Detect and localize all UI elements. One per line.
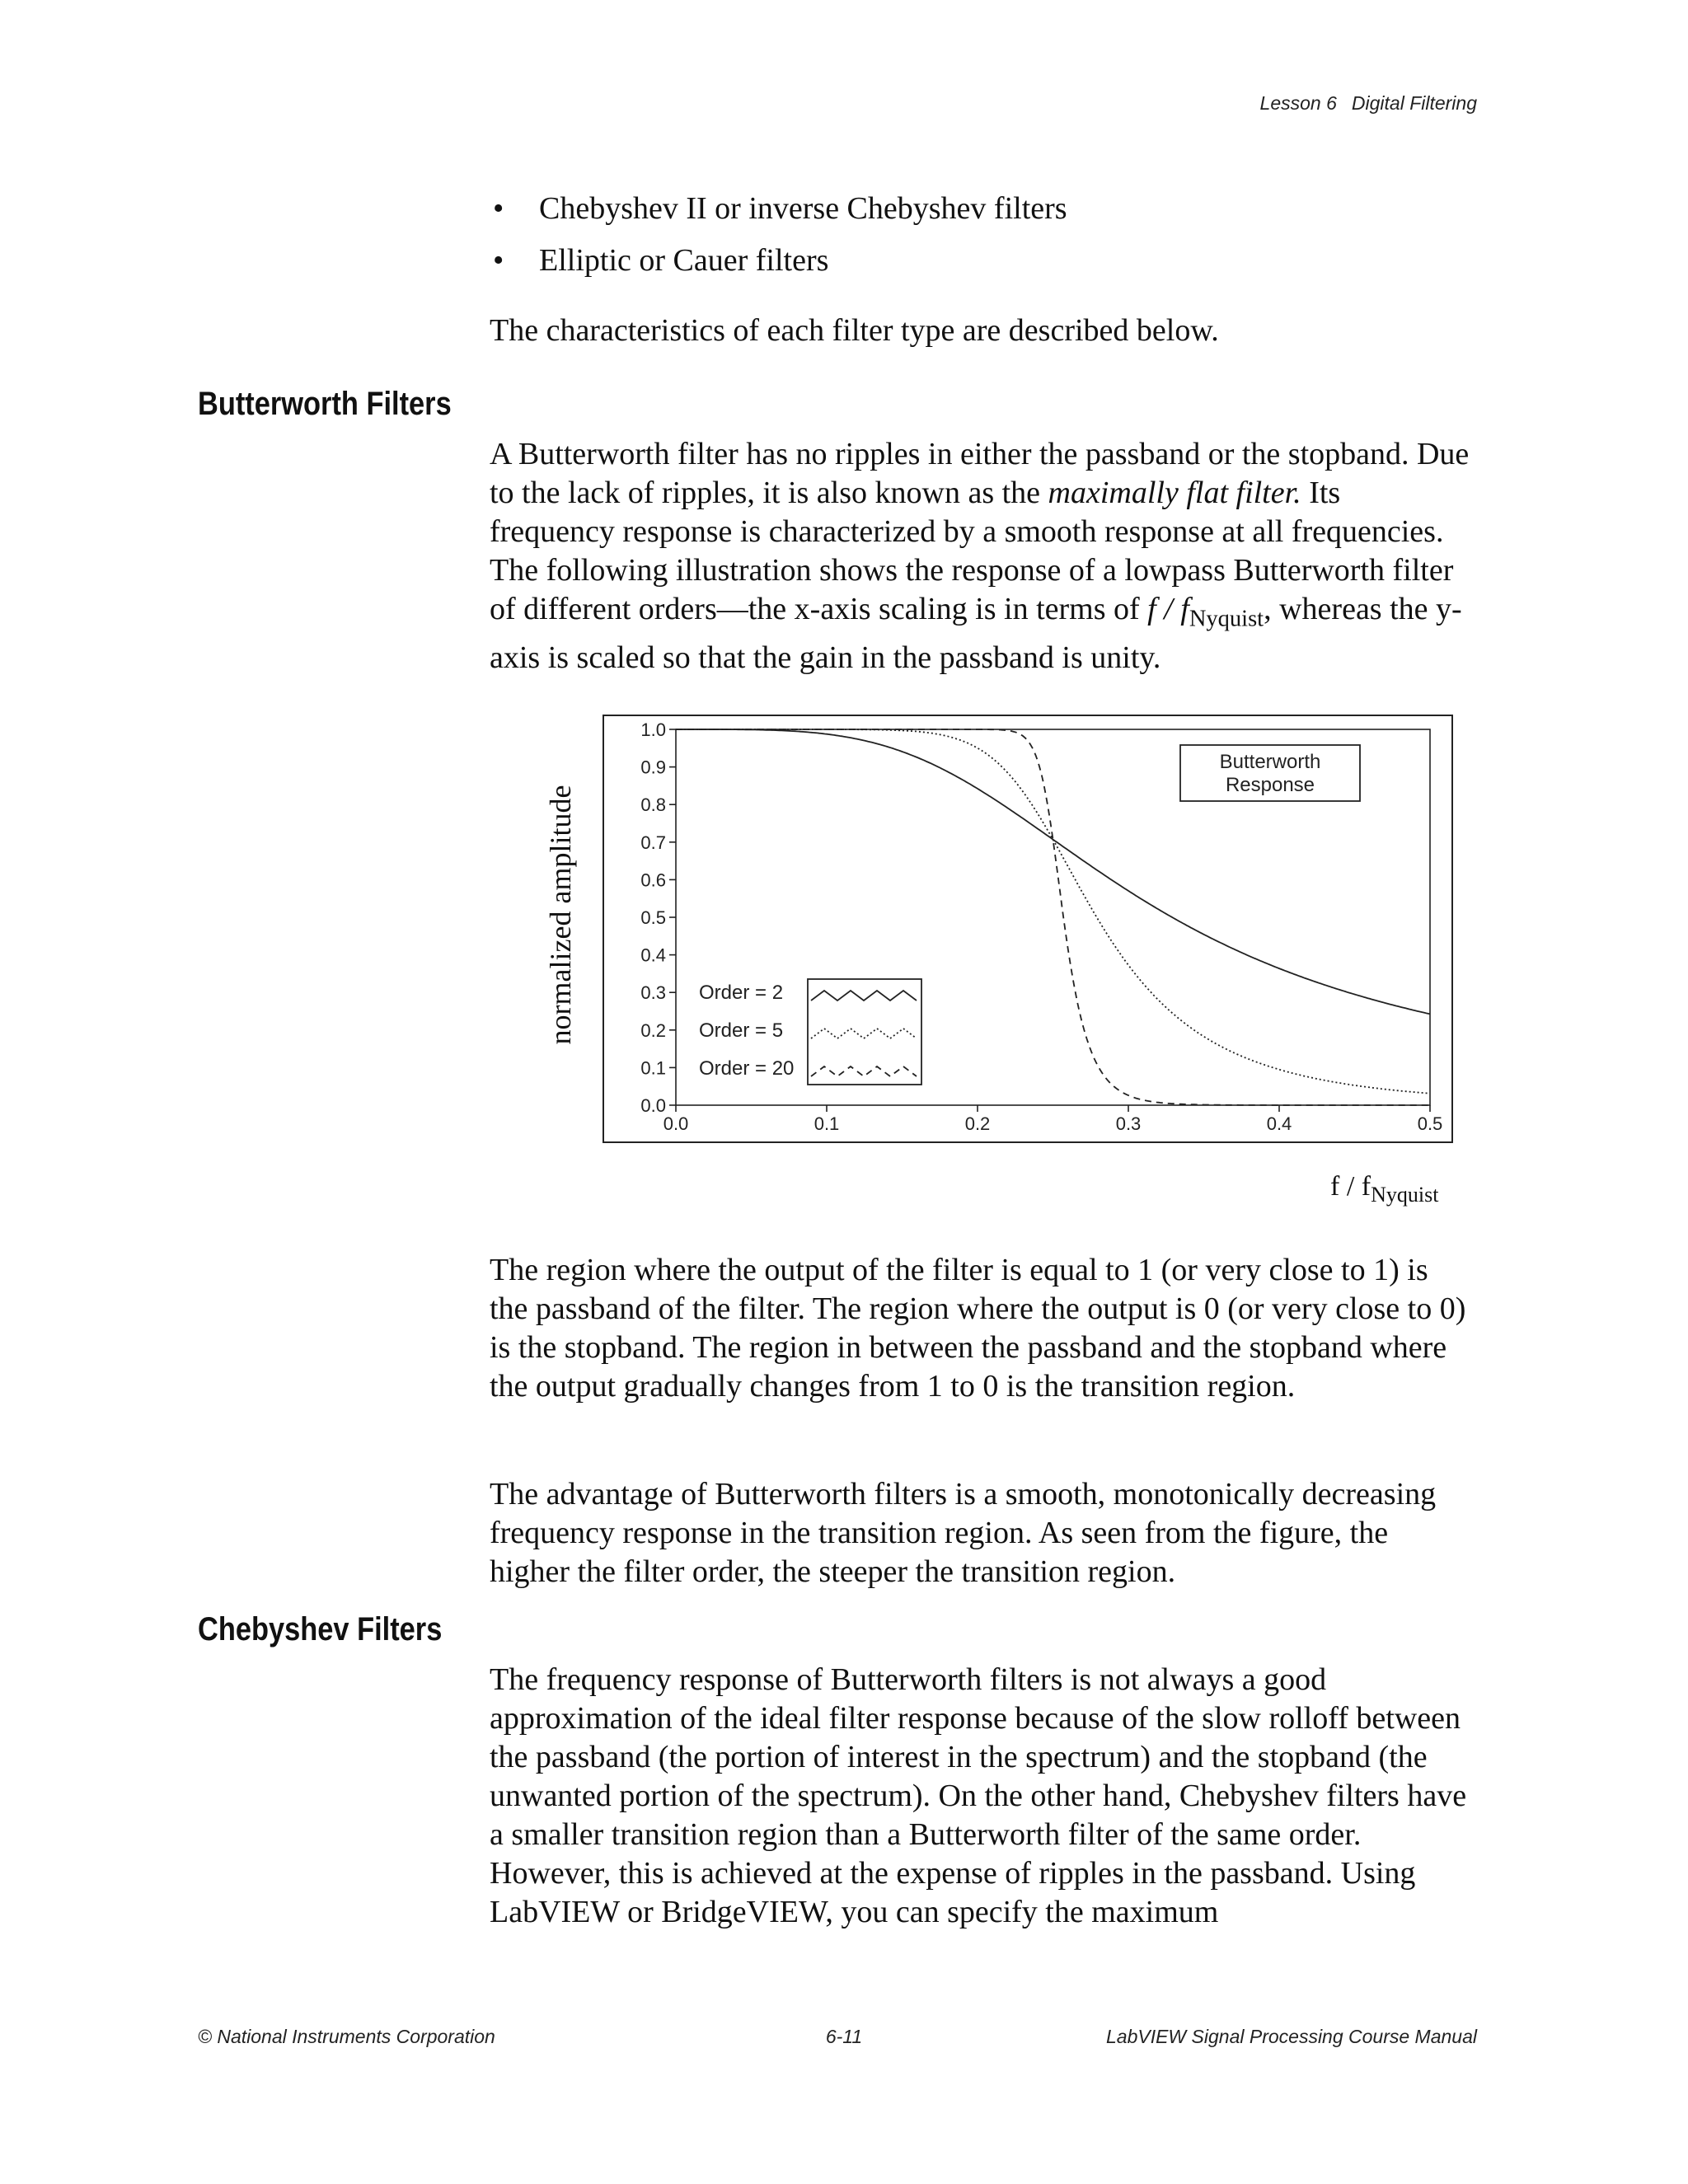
y-tick-label: 1.0	[640, 719, 666, 740]
legend-label-order-2: Order = 2	[699, 982, 784, 1004]
chart-title-line1: Butterworth	[1219, 751, 1321, 773]
footer-copyright: © National Instruments Corporation	[198, 2026, 495, 2047]
x-tick-label: 0.0	[663, 1113, 689, 1134]
legend-label-order-5: Order = 5	[699, 1019, 784, 1042]
chebyshev-heading: Chebyshev Filters	[198, 1611, 443, 1647]
x-tick-label: 0.5	[1417, 1113, 1443, 1134]
header-lesson: Lesson 6	[1259, 92, 1337, 114]
filter-type-list	[490, 183, 1067, 287]
x-tick-label: 0.4	[1266, 1113, 1292, 1134]
legend-box	[808, 979, 921, 1085]
x-tick-label: 0.1	[814, 1113, 840, 1134]
y-tick-label: 0.4	[640, 944, 666, 966]
butterworth-paragraph-1: A Butterworth filter has no ripples in either the passband or the stopband. Due to the lack of ripples, it is also known as the maximally flat filter. Its frequency response is characterized by a smooth response at all frequencies. The following illustration shows the response of a lowpass Butterworth filter of different orders—the x-axis scaling is in terms of f / $f_{Nyquist}$, whereas the y-axis is scaled so that the gain in the passband is unity.	[490, 437, 1470, 675]
x-tick-label: 0.3	[1115, 1113, 1142, 1134]
y-tick-label: 0.7	[640, 832, 666, 853]
y-tick-label: 0.1	[640, 1057, 666, 1079]
y-tick-label: 0.9	[640, 757, 666, 778]
y-tick-label: 0.5	[640, 907, 666, 928]
y-tick-label: 0.8	[640, 794, 666, 816]
butterworth-heading: Butterworth Filters	[198, 386, 452, 422]
running-header	[1260, 92, 1477, 115]
y-tick-label: 0.2	[640, 1019, 666, 1041]
y-axis-ticks	[640, 719, 676, 1116]
butterworth-paragraph-3: The advantage of Butterworth filters is a smooth, monotonically decreasing frequency response in the transition region. As seen from the figure, the higher the filter order, the steeper the transition region.	[490, 1477, 1437, 1589]
header-title: Digital Filtering	[1351, 92, 1477, 114]
x-axis-label: f / $f_{Nyquist}$	[1330, 1171, 1439, 1207]
chebyshev-paragraph-1: The frequency response of Butterworth filters is not always a good approximation of the ideal filter response because of the slow rolloff between the passband (the portion of interest in the spectrum) and the stopband (the unwanted portion of the spectrum). On the other hand, Chebyshev filters have a smaller transition region than a Butterworth filter of the same order. However, this is achieved at the expense of ripples in the passband. Using LabVIEW or BridgeVIEW, you can specify the maximum	[490, 1662, 1467, 1929]
list-item: • Elliptic or Cauer filters	[493, 243, 829, 278]
butterworth-paragraph-2: The region where the output of the filter is equal to 1 (or very close to 1) is the passband of the filter. The region where the output is 0 (or very close to 0) is the stopband. The region in between the passband and the stopband where the output gradually changes from 1 to 0 is the transition region.	[490, 1253, 1466, 1404]
butterworth-chart	[478, 701, 1467, 1212]
y-tick-label: 0.3	[640, 982, 666, 1004]
x-tick-label: 0.2	[964, 1113, 991, 1134]
butterworth-response-figure	[478, 701, 1467, 1212]
y-axis-label: normalized amplitude	[544, 785, 577, 1045]
legend	[699, 979, 921, 1085]
term-maximally-flat: maximally flat filter.	[1048, 476, 1301, 510]
list-item: • Chebyshev II or inverse Chebyshev filters	[493, 191, 1067, 226]
y-tick-label: 0.6	[640, 869, 666, 891]
y-tick-label: 0.0	[640, 1095, 666, 1116]
footer-page-number: 6-11	[825, 2026, 863, 2047]
x-axis-ticks	[663, 1105, 1443, 1134]
legend-label-order-20: Order = 20	[699, 1057, 795, 1080]
chart-title-line2: Response	[1225, 774, 1315, 796]
footer-manual-title: LabVIEW Signal Processing Course Manual	[1105, 2026, 1477, 2047]
intro-paragraph: The characteristics of each filter type are described below.	[490, 313, 1219, 348]
